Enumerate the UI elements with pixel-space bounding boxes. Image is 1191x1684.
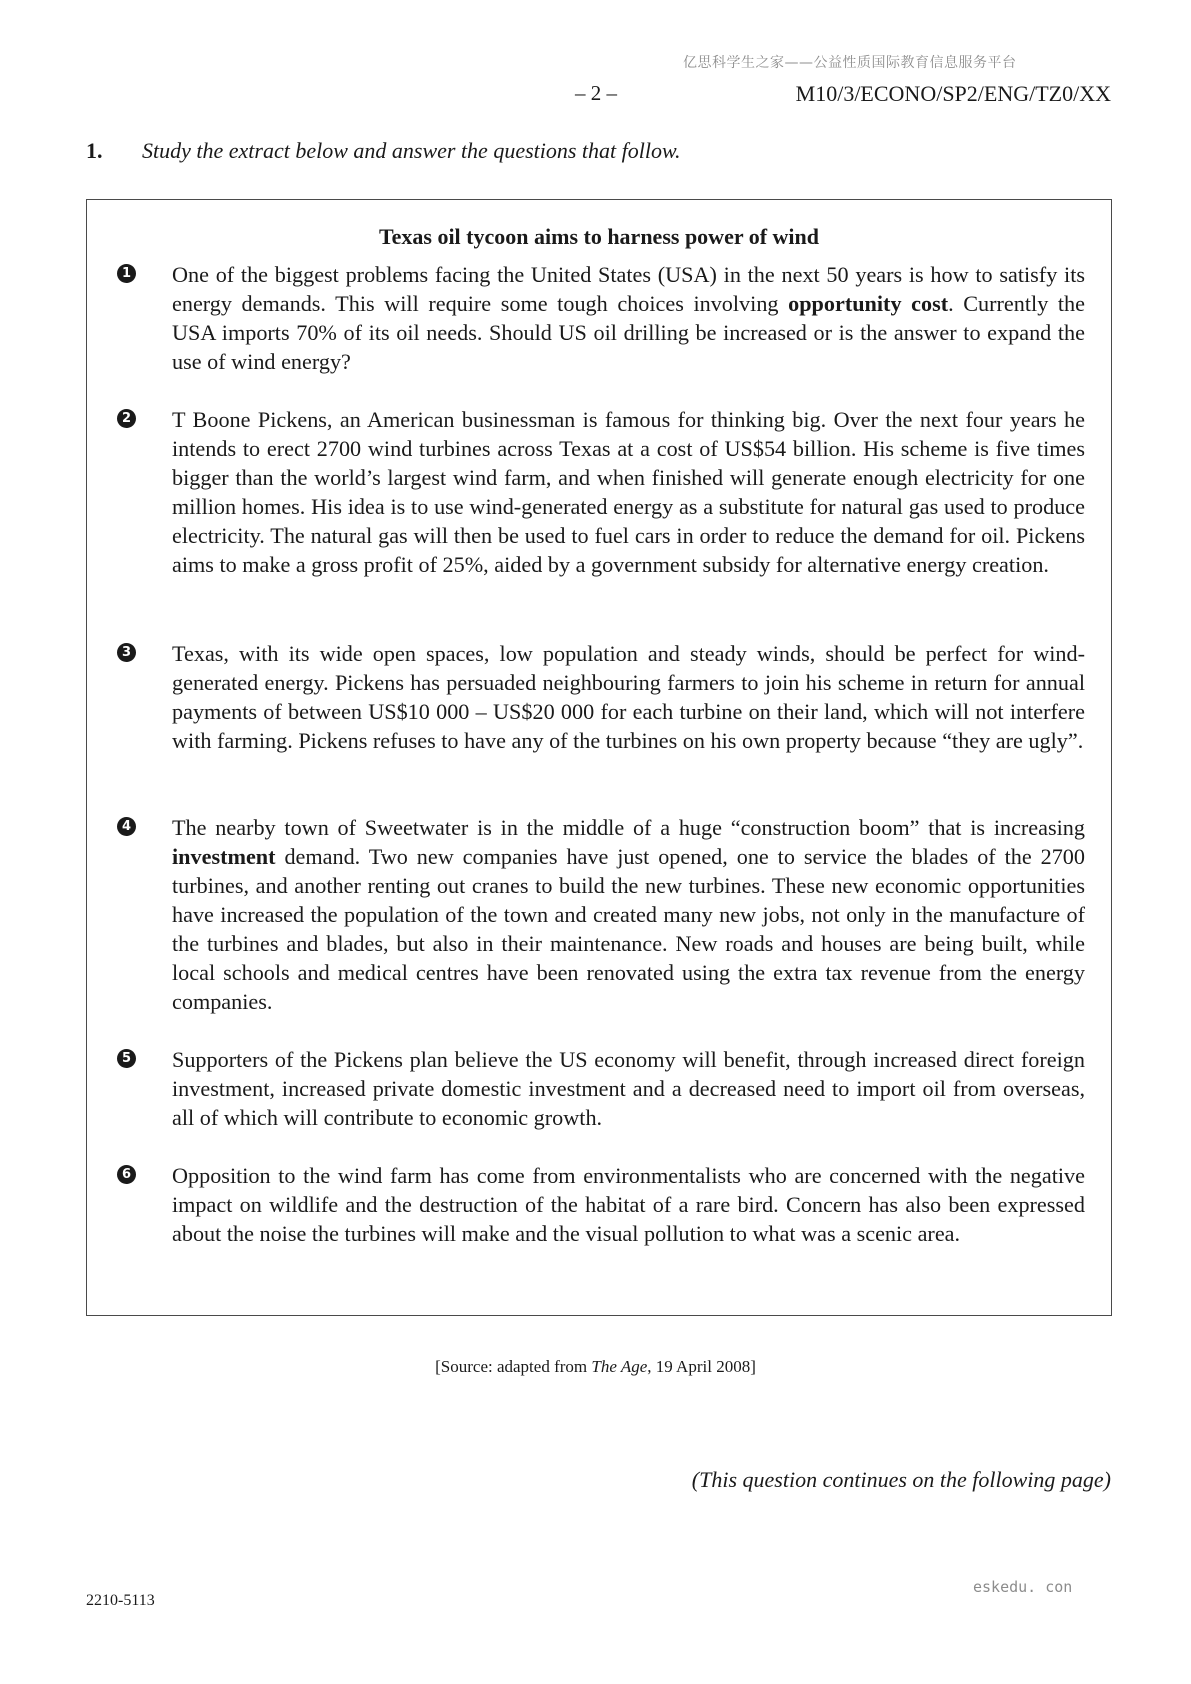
paragraph-marker-4: 4 [117,817,136,836]
paragraph-1-bold: opportunity cost [788,291,949,316]
paragraph-marker-2: 2 [117,409,136,428]
question-number: 1. [86,138,103,163]
paragraph-6-text: Opposition to the wind farm has come from environmentalists who are concerned with the negative impact on wildlife and the destruction of the habitat of a rare bird. Concern has also been expressed about the noise the turbines will make and the visual pollution to what was a scenic area. [172,1163,1085,1246]
paragraph-marker-6: 6 [117,1165,136,1184]
header-watermark: 亿思科学生之家——公益性质国际教育信息服务平台 [683,55,1017,71]
paragraph-2 [172,405,1085,579]
paragraph-2-text: T Boone Pickens, an American businessman is famous for thinking big. Over the next four years he intends to erect 2700 wind turbines across Texas at a cost of US$54 billion. His scheme is five times bigger than the world’s largest wind farm, and when finished will generate enough electricity for one million homes. His idea is to use wind-generated energy as a substitute for natural gas used to produce electricity. The natural gas will then be used to fuel cars in order to reduce the demand for oil. Pickens aims to make a gross profit of 25%, aided by a government subsidy for alternative energy creation. [172,407,1085,577]
paragraph-1-text-end: . Currently the USA imports 70% of its oil needs. Should US oil drilling be increased or is the answer to expand the use of wind energy? [172,291,1085,374]
source-citation [0,1357,1191,1377]
continues-note: (This question continues on the following page) [691,1467,1111,1492]
footer-watermark: eskedu. con [973,1578,1073,1596]
paragraph-1-text: One of the biggest problems facing the United States (USA) in the next 50 years is how to satisfy its energy demands. This will require some tough choices involving [172,262,1085,316]
extract-title: Texas oil tycoon aims to harness power of wind [378,224,820,249]
source-publication: The Age [591,1357,648,1376]
question-instruction: Study the extract below and answer the questions that follow. [142,138,681,163]
paragraph-6 [172,1161,1085,1248]
paragraph-1 [172,260,1085,376]
paragraph-5-text: Supporters of the Pickens plan believe the US economy will benefit, through increased direct foreign investment, increased private domestic investment and a decreased need to import oil from overseas, all of which will contribute to economic growth. [172,1047,1085,1130]
paragraph-marker-1: 1 [117,264,136,283]
paragraph-4-bold: investment [172,844,276,869]
source-suffix: , 19 April 2008] [647,1357,756,1376]
footer-code: 2210-5113 [86,1592,155,1609]
paragraph-marker-5: 5 [117,1049,136,1068]
source-prefix: [Source: adapted from [435,1357,592,1376]
paragraph-marker-3: 3 [117,643,136,662]
paragraph-4-text: The nearby town of Sweetwater is in the middle of a huge “construction boom” that is increasing [172,815,1085,840]
paragraph-3-text: Texas, with its wide open spaces, low population and steady winds, should be perfect for wind-generated energy. Pickens has persuaded neighbouring farmers to join his scheme in return for annual payments of between US$10 000 – US$20 000 for each turbine on their land, which will not interfere with farming. Pickens refuses to have any of the turbines on his own property because “they are ugly”. [172,641,1085,753]
page-number: – 2 – [575,81,617,105]
paragraph-4-text-end: demand. Two new companies have just opened, one to service the blades of the 2700 turbines, and another renting out cranes to build the new turbines. These new economic opportunities have increased the population of the town and created many new jobs, not only in the manufacture of the turbines and blades, but also in their maintenance. New roads and houses are being built, while local schools and medical centres have been renovated using the extra tax revenue from the energy companies. [172,844,1085,1014]
extract-box [86,199,1112,1316]
exam-code: M10/3/ECONO/SP2/ENG/TZ0/XX [795,81,1111,106]
paragraph-5 [172,1045,1085,1132]
paragraph-4 [172,813,1085,1016]
paragraph-3 [172,639,1085,755]
question-line [86,138,1116,164]
